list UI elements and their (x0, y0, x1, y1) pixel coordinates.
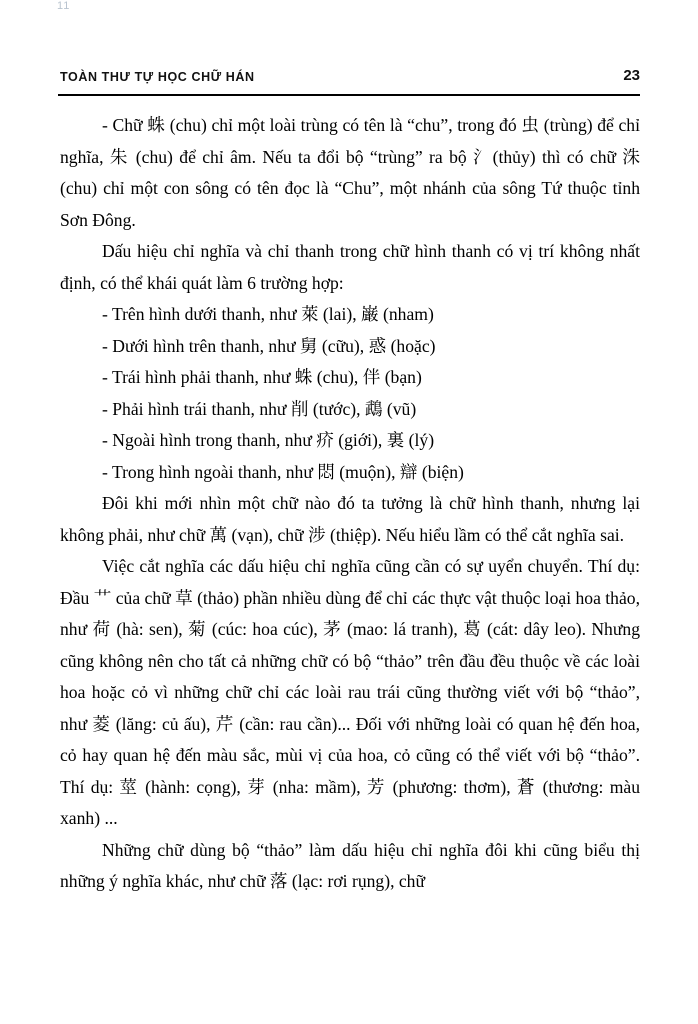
page-body (60, 110, 640, 898)
corner-scan-mark: 11 (57, 0, 71, 12)
paragraph-nhung-chu: Những chữ dùng bộ “thảo” làm dấu hiệu chỉ nghĩa đôi khi cũng biểu thị những ý nghĩa khác, như chữ 落 (lạc: rơi rụng), chữ (60, 839, 640, 891)
running-head-title: TOÀN THƯ TỰ HỌC CHỮ HÁN (60, 70, 255, 84)
list-item-5: - Ngoài hình trong thanh, như 疥 (giới), 裏 (lý) (102, 430, 435, 450)
page-header (60, 67, 640, 92)
paragraph-doi-khi: Đôi khi mới nhìn một chữ nào đó ta tưởng là chữ hình thanh, nhưng lại không phải, như chữ 萬 (vạn), chữ 涉 (thiệp). Nếu hiểu lầm có thể cắt nghĩa sai. (60, 493, 640, 545)
paragraph-viec-cat-nghia: Việc cắt nghĩa các dấu hiệu chỉ nghĩa cũng cần có sự uyển chuyển. Thí dụ: Đầu 艹 của chữ 草 (thảo) phần nhiều dùng để chỉ các thực vật thuộc loại hoa thảo, như 荷 (hà: sen), 菊 (cúc: hoa cúc), 茅 (mao: lá tranh), 葛 (cát: dây leo). Nhưng cũng không nên cho tất cả những chữ có bộ “thảo” trên đầu đều thuộc về các loài hoa hoặc cỏ vì những chữ chỉ các loài rau trái cũng thường viết với bộ “thảo”, như 菱 (lăng: củ ấu), 芹 (cần: rau cần)... Đối với những loài có quan hệ đến hoa, cỏ hay quan hệ đến màu sắc, mùi vị của hoa, cỏ cũng có thể viết với bộ “thảo”. Thí dụ: 莖 (hành: cọng), 芽 (nha: mầm), 芳 (phương: thơm), 蒼 (thương: màu xanh) ... (60, 556, 640, 828)
list-item-1: - Trên hình dưới thanh, như 萊 (lai), 巌 (nham) (102, 304, 434, 324)
list-item-4: - Phải hình trái thanh, như 削 (tước), 鵡 (vũ) (102, 398, 417, 419)
header-divider (58, 94, 640, 96)
list-item-3: - Trái hình phải thanh, như 蛛 (chu), 伴 (bạn) (102, 367, 422, 387)
page-number: 23 (623, 67, 640, 84)
list-item-2: - Dưới hình trên thanh, như 舅 (cữu), 惑 (hoặc) (102, 335, 436, 356)
paragraph-dau-hieu: Dấu hiệu chỉ nghĩa và chỉ thanh trong chữ hình thanh có vị trí không nhất định, có thể khái quát làm 6 trường hợp: (60, 241, 640, 293)
paragraph-chu-trung: - Chữ 蛛 (chu) chỉ một loài trùng có tên là “chu”, trong đó 虫 (trùng) để chỉ nghĩa, 朱 (chu) để chỉ âm. Nếu ta đổi bộ “trùng” ra bộ 氵(thủy) thì có chữ 洙 (chu) chỉ một con sông có tên đọc là “Chu”, một nhánh của sông Tứ thuộc tỉnh Sơn Đông. (60, 115, 640, 230)
list-item-6: - Trong hình ngoài thanh, như 悶 (muộn), 辯 (biện) (102, 461, 464, 482)
